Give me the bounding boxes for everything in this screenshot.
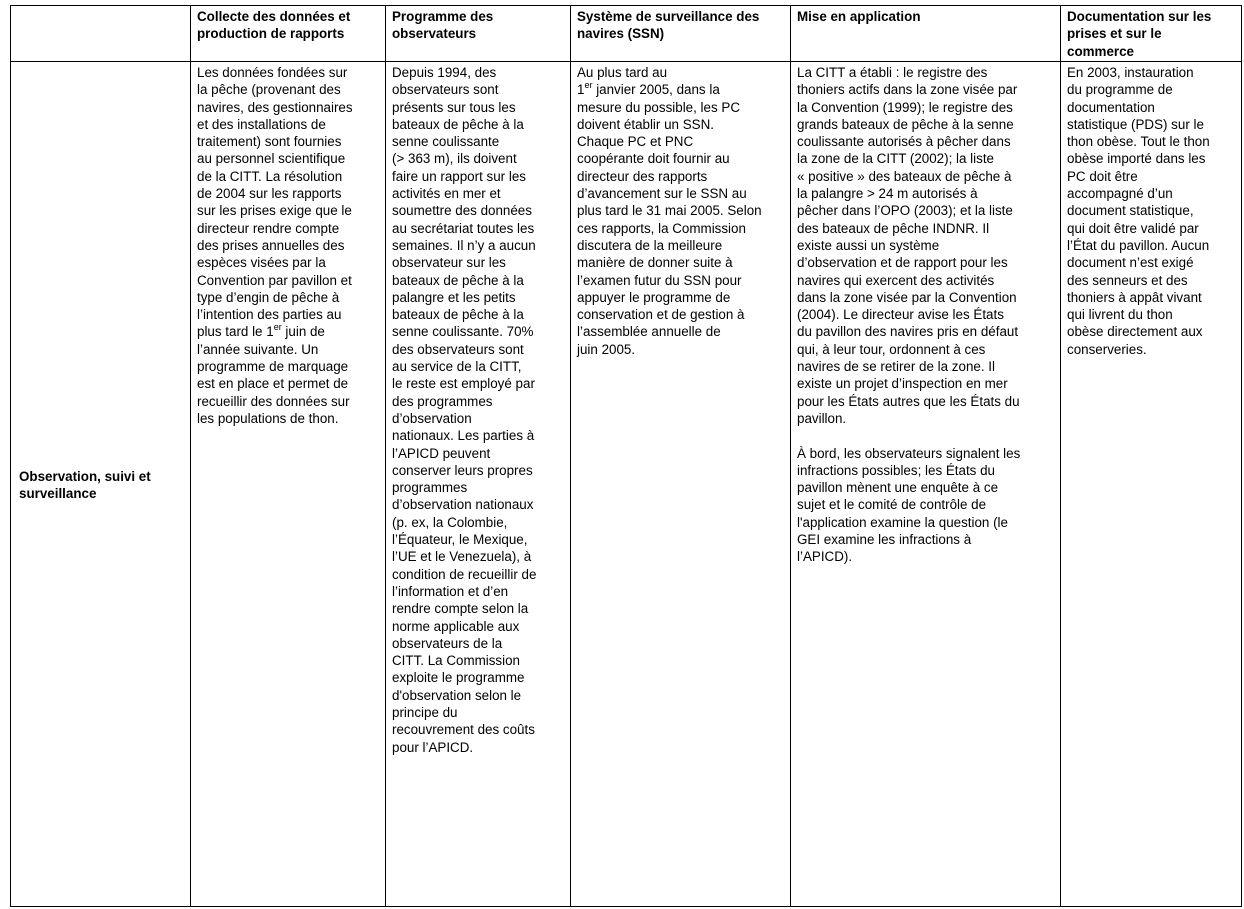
text-line: document statistique, — [1067, 203, 1194, 219]
text-line: la palangre > 24 m autorisés à — [797, 186, 978, 202]
text-line: et des installations de — [197, 116, 326, 132]
text-line: plus tard le 1er juin de — [197, 322, 325, 340]
text-line: Chaque PC et PNC — [577, 134, 694, 150]
text-line: obèse importé dans les — [1067, 151, 1206, 167]
text-line: exploite le programme — [392, 670, 525, 686]
text-line: Programme des — [392, 9, 494, 24]
text-line: discutera de la meilleure — [577, 237, 723, 253]
text-line: l’APICD). — [797, 549, 853, 565]
header-cell — [571, 6, 791, 62]
text-line: l’intention des parties au — [197, 307, 342, 323]
body-cell — [791, 62, 1061, 907]
text-line: le reste est employé par — [392, 376, 535, 392]
text-line: des prises annuelles des — [197, 237, 345, 253]
text-line: bateaux de pêche à la — [392, 272, 524, 288]
text-line: conservation et de gestion à — [577, 307, 745, 323]
text-line: GEI examine les infractions à — [797, 532, 972, 548]
text-line: senne coulissante — [392, 134, 500, 150]
text-line: espèces visées par la — [197, 255, 326, 271]
text-line: (2004). Le directeur avise les États — [797, 307, 1004, 323]
text-line: (> 363 m), ils doivent — [392, 151, 517, 167]
text-line: directeur rendre compte — [197, 220, 340, 236]
text-line: d’observation et de rapport pour les — [797, 255, 1008, 271]
text-line: directeur des rapports — [577, 168, 708, 184]
text-line: présents sur tous les — [392, 99, 516, 115]
text-line: au personnel scientifique — [197, 151, 346, 167]
text-line: des observateurs sont — [392, 341, 524, 357]
text-line: l’année suivante. Un — [197, 341, 319, 357]
header-row — [11, 6, 1242, 62]
text-line: prises et sur le — [1067, 26, 1162, 42]
text-line: accompagné d’un — [1067, 186, 1173, 202]
table-row — [11, 62, 1242, 907]
text-line: principe du — [392, 704, 458, 720]
text-line: Système de surveillance des — [577, 9, 760, 24]
body-cell — [191, 62, 386, 907]
text-line: mesure du possible, les PC — [577, 99, 740, 115]
text-line: la zone de la CITT (2002); la liste — [797, 151, 994, 167]
text-line: des bateaux de pêche INDNR. Il — [797, 220, 990, 236]
text-line: des senneurs et des — [1067, 272, 1188, 288]
header-cell — [386, 6, 571, 62]
text-line: les populations de thon. — [197, 410, 339, 426]
text-line: Collecte des données et — [197, 9, 351, 24]
text-line: thoniers actifs dans la zone visée par — [797, 82, 1018, 98]
text-line: Documentation sur les — [1067, 9, 1212, 24]
text-line: pavillon. — [797, 410, 847, 426]
text-line: navires (SSN) — [577, 26, 665, 42]
text-line: traitement) sont fournies — [197, 134, 342, 150]
text-line: Mise en application — [797, 9, 921, 24]
text-line: observateurs de la — [392, 635, 503, 651]
text-line: pavillon mènent une enquête à ce — [797, 480, 999, 496]
text-line: navires de se retirer de la zone. Il — [797, 359, 995, 375]
text-line: type d’engin de pêche à — [197, 289, 340, 305]
text-line: sur les prises exige que le — [197, 203, 352, 219]
text-line: pour les États autres que les États du — [797, 393, 1020, 409]
text-line: l’examen futur du SSN pour — [577, 272, 742, 288]
text-line: palangre et les petits — [392, 289, 516, 305]
text-line: commerce — [1067, 43, 1134, 59]
header-cell — [1061, 6, 1242, 62]
text-line: nationaux. Les parties à — [392, 428, 535, 444]
text-line: l’UE et le Venezuela), à — [392, 549, 532, 565]
text-line: pêcher dans l’OPO (2003); et la liste — [797, 203, 1013, 219]
text-line: soumettre des données — [392, 203, 532, 219]
text-line: rendre compte selon la — [392, 601, 529, 617]
text-line: La CITT a établi : le registre des — [797, 65, 988, 80]
text-line: navires qui exercent des activités — [797, 272, 995, 288]
text-line: de 2004 sur les rapports — [197, 186, 342, 202]
text-line: faire un rapport sur les — [392, 168, 526, 184]
text-line: En 2003, instauration — [1067, 65, 1194, 80]
text-line: l'application examine la question (le — [797, 514, 1008, 530]
text-line: statistique (PDS) sur le — [1067, 116, 1204, 132]
text-line: ces rapports, la Commission — [577, 220, 746, 236]
text-line: appuyer le programme de — [577, 289, 731, 305]
text-line: observateur sur les — [392, 255, 506, 271]
text-line: document n’est exigé — [1067, 255, 1194, 271]
text-line: coulissante autorisés à pêcher dans — [797, 134, 1011, 150]
text-line: (p. ex, la Colombie, — [392, 514, 508, 530]
text-line: d’observation — [392, 410, 472, 426]
text-line: bateaux de pêche à la — [392, 307, 524, 323]
text-line: infractions possibles; les États du — [797, 462, 995, 478]
text-line: juin 2005. — [577, 341, 636, 357]
header-cell — [191, 6, 386, 62]
body-cell — [386, 62, 571, 907]
text-line: obèse directement aux — [1067, 324, 1203, 340]
text-line: 1er janvier 2005, dans la — [577, 80, 720, 98]
text-line: bateaux de pêche à la — [392, 116, 524, 132]
text-line: semaines. Il n’y a aucun — [392, 237, 536, 253]
text-line: recueillir des données sur — [197, 393, 350, 409]
text-line: Les données fondées sur — [197, 65, 348, 80]
text-line: conserveries. — [1067, 341, 1147, 357]
body-cell — [571, 62, 791, 907]
text-line: pour l’APICD. — [392, 739, 474, 755]
text-line: au service de la CITT, — [392, 359, 522, 375]
text-line: du programme de — [1067, 82, 1173, 98]
text-line: condition de recueillir de — [392, 566, 537, 582]
text-line: conserver leurs propres — [392, 462, 533, 478]
text-line: dans la zone visée par la Convention — [797, 289, 1017, 305]
text-line: des programmes — [392, 393, 493, 409]
text-line: grands bateaux de pêche à la senne — [797, 116, 1014, 132]
text-line: programmes — [392, 480, 468, 496]
monitoring-table — [10, 5, 1242, 907]
text-line: activités en mer et — [392, 186, 501, 202]
text-line — [797, 427, 1055, 444]
text-line: recouvrement des coûts — [392, 722, 535, 738]
text-line: coopérante doit fournir au — [577, 151, 730, 167]
text-line: À bord, les observateurs signalent les — [797, 445, 1021, 461]
text-line: l’information et d’en — [392, 583, 509, 599]
text-line: l’APICD peuvent — [392, 445, 491, 461]
text-line: la pêche (provenant des — [197, 82, 341, 98]
text-line: thoniers à appât vivant — [1067, 289, 1202, 305]
text-line: PC doit être — [1067, 168, 1138, 184]
text-line: « positive » des bateaux de pêche à — [797, 168, 1012, 184]
text-line: production de rapports — [197, 26, 345, 42]
text-line: senne coulissante. 70% — [392, 324, 534, 340]
header-cell — [791, 6, 1061, 62]
text-line: thon obèse. Tout le thon — [1067, 134, 1210, 150]
text-line: l’Équateur, le Mexique, — [392, 532, 528, 548]
text-line: l’assemblée annuelle de — [577, 324, 721, 340]
text-line: qui doit être validé par — [1067, 220, 1199, 236]
row-label: Observation, suivi et surveillance — [11, 62, 191, 907]
text-line: CITT. La Commission — [392, 653, 520, 669]
text-line: qui livrent du thon — [1067, 307, 1173, 323]
text-line: l’État du pavillon. Aucun — [1067, 237, 1210, 253]
text-line: d’observation nationaux — [392, 497, 534, 513]
text-line: navires, des gestionnaires — [197, 99, 353, 115]
text-line: manière de donner suite à — [577, 255, 733, 271]
text-line: est en place et permet de — [197, 376, 349, 392]
text-line: d'observation selon le — [392, 687, 522, 703]
body-cell — [1061, 62, 1242, 907]
text-line: du pavillon des navires pris en défaut — [797, 324, 1019, 340]
corner-cell — [11, 6, 191, 62]
text-line: doivent établir un SSN. — [577, 116, 714, 132]
text-line: existe aussi un système — [797, 237, 940, 253]
text-line: existe un projet d’inspection en mer — [797, 376, 1008, 392]
text-line: de la CITT. La résolution — [197, 168, 343, 184]
text-line: sujet et le comité de contrôle de — [797, 497, 987, 513]
text-line: Au plus tard au — [577, 65, 668, 80]
text-line: Convention par pavillon et — [197, 272, 352, 288]
text-line: norme applicable aux — [392, 618, 520, 634]
text-line: d’avancement sur le SSN au — [577, 186, 747, 202]
text-line: programme de marquage — [197, 359, 349, 375]
text-line: qui, à leur tour, ordonnent à ces — [797, 341, 986, 357]
text-line: au secrétariat toutes les — [392, 220, 535, 236]
text-line: observateurs sont — [392, 82, 499, 98]
text-line: documentation — [1067, 99, 1155, 115]
text-line: plus tard le 31 mai 2005. Selon — [577, 203, 762, 219]
text-line: Depuis 1994, des — [392, 65, 497, 80]
text-line: la Convention (1999); le registre des — [797, 99, 1013, 115]
text-line: observateurs — [392, 26, 477, 42]
